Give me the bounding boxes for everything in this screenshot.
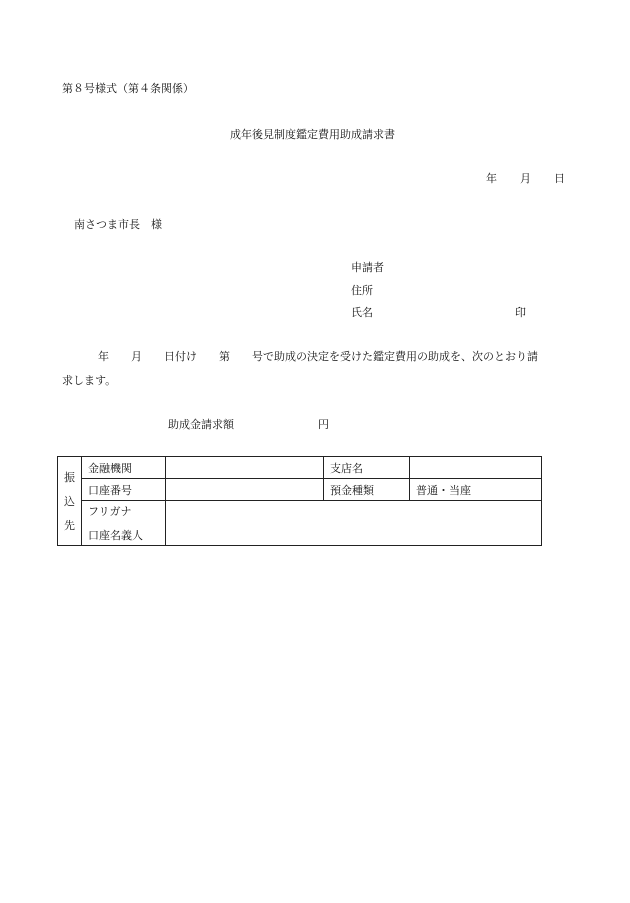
bank-name-label: 金融機関 (82, 457, 166, 479)
furigana-label: フリガナ (88, 505, 132, 518)
transfer-side-label (58, 457, 82, 546)
date-month: 月 (520, 172, 531, 185)
table-row (58, 457, 542, 479)
account-number-field[interactable] (166, 479, 324, 501)
holder-label: 口座名義人 (88, 529, 143, 542)
body-text-line2: 求します。 (62, 374, 117, 387)
holder-field[interactable] (166, 501, 542, 546)
account-number-label: 口座番号 (82, 479, 166, 501)
amount-unit: 円 (318, 418, 329, 431)
side-char: 先 (64, 519, 75, 532)
amount-label: 助成金請求額 (168, 418, 234, 431)
branch-label: 支店名 (324, 457, 410, 479)
address-label: 住所 (351, 284, 373, 297)
side-char: 込 (64, 495, 75, 508)
side-char: 振 (64, 471, 75, 484)
seal-mark: 印 (515, 306, 526, 319)
form-number: 第８号様式（第４条関係） (62, 82, 194, 95)
branch-field[interactable] (410, 457, 542, 479)
bank-name-field[interactable] (166, 457, 324, 479)
date-line (486, 172, 565, 186)
table-row (58, 479, 542, 501)
applicant-label: 申請者 (351, 261, 384, 274)
holder-label-cell (82, 501, 166, 546)
body-text-line1: 年 月 日付け 第 号で助成の決定を受けた鑑定費用の助成を、次のとおり請 (98, 350, 538, 363)
date-day: 日 (554, 172, 565, 185)
date-year: 年 (486, 172, 497, 185)
addressee: 南さつま市長 様 (74, 218, 162, 231)
bank-transfer-table (57, 456, 542, 546)
name-label: 氏名 (351, 306, 373, 319)
deposit-type-field[interactable]: 普通・当座 (410, 479, 542, 501)
document-title: 成年後見制度鑑定費用助成請求書 (230, 128, 395, 141)
deposit-type-label: 預金種類 (324, 479, 410, 501)
